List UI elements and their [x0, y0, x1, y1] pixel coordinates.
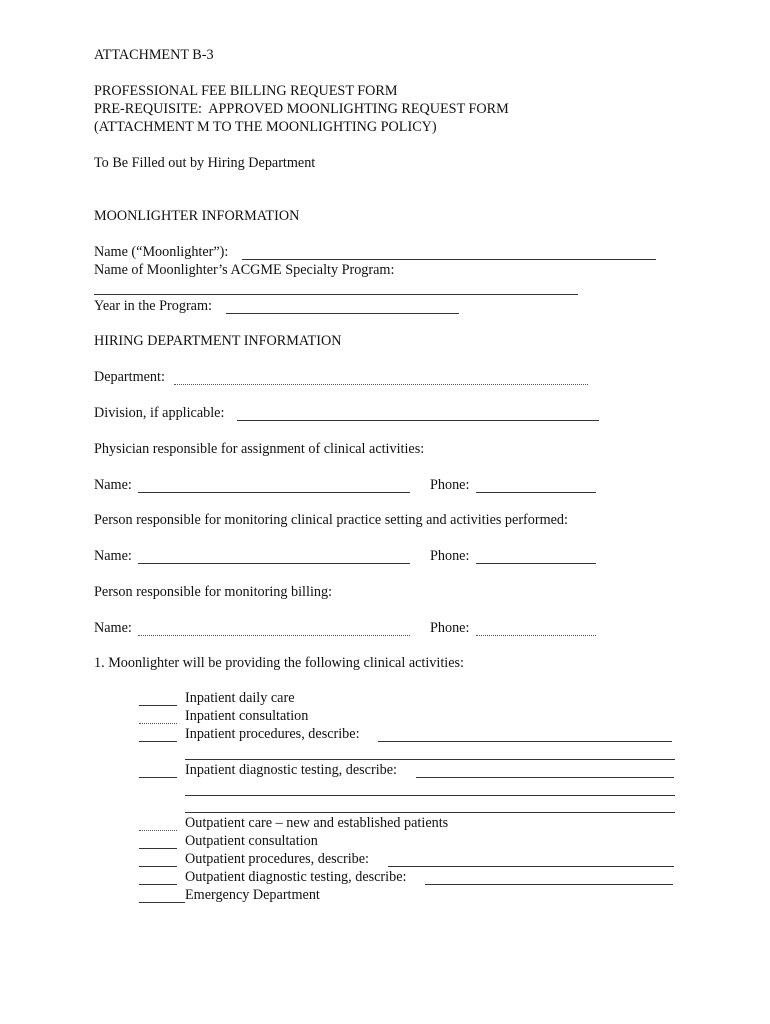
physician-name-field[interactable] — [138, 492, 410, 493]
practice-monitor-phone-field[interactable] — [476, 563, 596, 564]
moonlighter-section-title: MOONLIGHTER INFORMATION — [94, 208, 300, 224]
program-year-label: Year in the Program: — [94, 298, 212, 314]
moonlighter-name-label: Name (“Moonlighter”): — [94, 244, 229, 260]
activity-check-inpatient-diagnostic-testing[interactable] — [139, 777, 177, 778]
specialty-program-field[interactable] — [94, 294, 578, 295]
activity-check-inpatient-procedures[interactable] — [139, 741, 177, 742]
activity-label-inpatient-diagnostic-testing: Inpatient diagnostic testing, describe: — [185, 762, 397, 778]
billing-monitor-heading: Person responsible for monitoring billing: — [94, 584, 333, 600]
activity-check-emergency-department[interactable] — [139, 902, 185, 903]
activity-label-inpatient-consultation: Inpatient consultation — [185, 708, 309, 724]
practice-monitor-heading: Person responsible for monitoring clinical practice setting and activities performed: — [94, 512, 568, 528]
activity-label-inpatient-procedures: Inpatient procedures, describe: — [185, 726, 360, 742]
department-field[interactable] — [174, 384, 588, 385]
physician-phone-field[interactable] — [476, 492, 596, 493]
specialty-program-label: Name of Moonlighter’s ACGME Specialty Program: — [94, 262, 395, 278]
activity-label-inpatient-daily-care: Inpatient daily care — [185, 690, 295, 706]
practice-monitor-name-label: Name: — [94, 548, 132, 564]
form-instruction: To Be Filled out by Hiring Department — [94, 155, 316, 171]
activity-label-outpatient-procedures: Outpatient procedures, describe: — [185, 851, 369, 867]
moonlighter-name-field[interactable] — [242, 259, 656, 260]
physician-heading: Physician responsible for assignment of clinical activities: — [94, 441, 425, 457]
inpatient-diagnostic-describe-line-2[interactable] — [185, 795, 675, 796]
form-prerequisite: PRE-REQUISITE: APPROVED MOONLIGHTING REQUEST FORM — [94, 101, 509, 117]
inpatient-procedures-describe-field[interactable] — [378, 741, 672, 742]
inpatient-procedures-describe-line-2[interactable] — [185, 759, 675, 760]
activity-label-outpatient-consultation: Outpatient consultation — [185, 833, 318, 849]
physician-phone-label: Phone: — [430, 477, 470, 493]
billing-monitor-name-label: Name: — [94, 620, 132, 636]
activity-check-outpatient-consultation[interactable] — [139, 848, 177, 849]
activities-question: 1. Moonlighter will be providing the following clinical activities: — [94, 655, 464, 671]
division-field[interactable] — [237, 420, 599, 421]
physician-name-label: Name: — [94, 477, 132, 493]
division-label: Division, if applicable: — [94, 405, 225, 421]
program-year-field[interactable] — [226, 313, 459, 314]
activity-label-outpatient-diagnostic-testing: Outpatient diagnostic testing, describe: — [185, 869, 407, 885]
practice-monitor-name-field[interactable] — [138, 563, 410, 564]
hiring-section-title: HIRING DEPARTMENT INFORMATION — [94, 333, 342, 349]
form-title: PROFESSIONAL FEE BILLING REQUEST FORM — [94, 83, 398, 99]
activity-check-outpatient-procedures[interactable] — [139, 866, 177, 867]
inpatient-diagnostic-describe-field[interactable] — [416, 777, 674, 778]
inpatient-diagnostic-describe-line-3[interactable] — [185, 812, 675, 813]
department-label: Department: — [94, 369, 165, 385]
activity-check-inpatient-consultation[interactable] — [139, 723, 177, 724]
billing-monitor-phone-field[interactable] — [476, 635, 596, 636]
activity-check-inpatient-daily-care[interactable] — [139, 705, 177, 706]
activity-label-outpatient-care: Outpatient care – new and established patients — [185, 815, 449, 831]
activity-label-emergency-department: Emergency Department — [185, 887, 320, 903]
billing-monitor-phone-label: Phone: — [430, 620, 470, 636]
activity-check-outpatient-care[interactable] — [139, 830, 177, 831]
activity-check-outpatient-diagnostic-testing[interactable] — [139, 884, 177, 885]
billing-monitor-name-field[interactable] — [138, 635, 410, 636]
practice-monitor-phone-label: Phone: — [430, 548, 470, 564]
attachment-label: ATTACHMENT B-3 — [94, 47, 214, 63]
outpatient-procedures-describe-field[interactable] — [388, 866, 674, 867]
form-prerequisite-reference: (ATTACHMENT M TO THE MOONLIGHTING POLICY) — [94, 119, 437, 135]
outpatient-diagnostic-describe-field[interactable] — [425, 884, 673, 885]
